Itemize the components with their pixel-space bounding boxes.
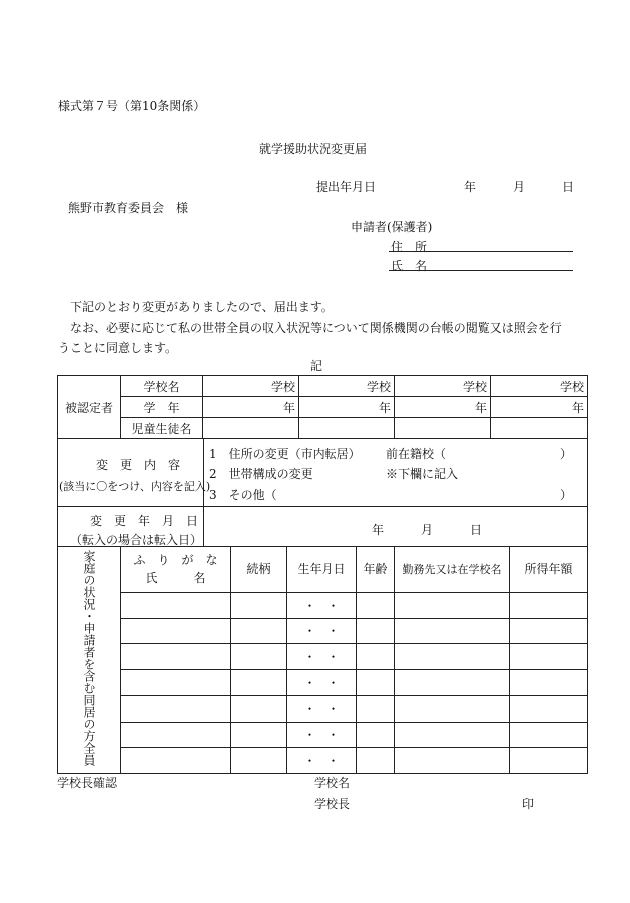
statement-1: 下記のとおり変更がありましたので、届出ます。 xyxy=(70,300,333,314)
submit-month-unit: 月 xyxy=(513,180,526,194)
member-name-cell[interactable] xyxy=(121,722,231,748)
member-birth-cell[interactable]: ・ ・ xyxy=(287,748,357,774)
submit-date-label: 提出年月日 xyxy=(316,180,377,194)
school-cell[interactable]: 学校 xyxy=(299,376,395,397)
address-label: 住 所 xyxy=(391,240,428,254)
member-name-cell[interactable] xyxy=(121,618,231,644)
member-income-cell[interactable] xyxy=(510,644,588,670)
member-birth-cell[interactable]: ・ ・ xyxy=(287,695,357,722)
member-birth-cell[interactable]: ・ ・ xyxy=(287,592,357,618)
grade-cell[interactable]: 年 xyxy=(203,397,299,418)
member-age-cell[interactable] xyxy=(357,695,395,722)
member-birth-cell[interactable]: ・ ・ xyxy=(287,644,357,670)
workplace-header: 勤務先又は在学校名 xyxy=(395,546,510,592)
document-title: 就学援助状況変更届 xyxy=(259,142,368,156)
member-age-cell[interactable] xyxy=(357,618,395,644)
name-header: 氏 名 xyxy=(145,570,206,585)
option-address-change[interactable]: 1 住所の変更（市内転居） xyxy=(209,447,361,461)
school-cell[interactable]: 学校 xyxy=(203,376,299,397)
grade-cell[interactable]: 年 xyxy=(299,397,395,418)
name-line[interactable] xyxy=(389,270,573,271)
option-other[interactable]: 3 その他（ xyxy=(209,488,277,502)
member-birth-cell[interactable]: ・ ・ xyxy=(287,722,357,748)
member-relation-cell[interactable] xyxy=(231,644,287,670)
member-name-cell[interactable] xyxy=(121,592,231,618)
income-header: 所得年額 xyxy=(510,546,588,592)
recipient-table xyxy=(57,375,588,439)
member-workplace-cell[interactable] xyxy=(395,592,510,618)
submit-day-unit: 日 xyxy=(562,180,575,194)
member-income-cell[interactable] xyxy=(510,618,588,644)
name-label: 氏 名 xyxy=(391,259,428,273)
member-age-cell[interactable] xyxy=(357,748,395,774)
previous-school-label: 前在籍校（ xyxy=(386,447,447,461)
member-workplace-cell[interactable] xyxy=(395,618,510,644)
member-relation-cell[interactable] xyxy=(231,695,287,722)
change-date-day: 日 xyxy=(470,523,483,537)
member-workplace-cell[interactable] xyxy=(395,722,510,748)
grade-cell[interactable]: 年 xyxy=(395,397,491,418)
member-income-cell[interactable] xyxy=(510,695,588,722)
address-line[interactable] xyxy=(389,251,573,252)
member-relation-cell[interactable] xyxy=(231,592,287,618)
household-table xyxy=(57,546,588,774)
applicant-heading: 申請者(保護者) xyxy=(351,220,433,234)
school-cell[interactable]: 学校 xyxy=(491,376,588,397)
footer-school-name-label: 学校名 xyxy=(314,776,351,790)
school-name-label: 学校名 xyxy=(121,376,203,397)
submit-year-unit: 年 xyxy=(464,180,477,194)
furigana-header: ふ り が な xyxy=(133,552,218,567)
member-income-cell[interactable] xyxy=(510,670,588,696)
member-age-cell[interactable] xyxy=(357,722,395,748)
member-workplace-cell[interactable] xyxy=(395,670,510,696)
household-side-label: 家庭の状況・申請者を含む同居の方全員 xyxy=(58,546,121,774)
change-date-label: 変 更 年 月 日 xyxy=(90,514,199,528)
grade-label: 学 年 xyxy=(121,397,203,418)
member-age-cell[interactable] xyxy=(357,592,395,618)
member-birth-cell[interactable]: ・ ・ xyxy=(287,670,357,696)
change-content-label: 変 更 内 容 xyxy=(96,458,181,472)
principal-confirm-label: 学校長確認 xyxy=(57,776,118,790)
member-age-cell[interactable] xyxy=(357,644,395,670)
birth-header: 生年月日 xyxy=(287,546,357,592)
member-income-cell[interactable] xyxy=(510,722,588,748)
member-income-cell[interactable] xyxy=(510,748,588,774)
other-close: ） xyxy=(560,488,573,502)
member-relation-cell[interactable] xyxy=(231,722,287,748)
recipient-header: 被認定者 xyxy=(58,376,121,439)
change-content-sublabel: (該当に〇をつけ、内容を記入) xyxy=(59,480,211,493)
member-relation-cell[interactable] xyxy=(231,670,287,696)
student-name-cell[interactable] xyxy=(299,418,395,439)
student-name-cell[interactable] xyxy=(395,418,491,439)
age-header: 年齢 xyxy=(357,546,395,592)
form-number: 様式第７号（第10条関係） xyxy=(58,99,206,113)
member-relation-cell[interactable] xyxy=(231,748,287,774)
addressee: 熊野市教育委員会 様 xyxy=(68,201,189,215)
grade-cell[interactable]: 年 xyxy=(491,397,588,418)
relation-header: 続柄 xyxy=(231,546,287,592)
student-name-cell[interactable] xyxy=(491,418,588,439)
furigana-name-header xyxy=(121,546,231,592)
previous-school-close: ） xyxy=(560,447,573,461)
member-name-cell[interactable] xyxy=(121,670,231,696)
school-cell[interactable]: 学校 xyxy=(395,376,491,397)
member-workplace-cell[interactable] xyxy=(395,695,510,722)
member-relation-cell[interactable] xyxy=(231,618,287,644)
member-workplace-cell[interactable] xyxy=(395,644,510,670)
member-name-cell[interactable] xyxy=(121,748,231,774)
ki-mark: 記 xyxy=(310,359,323,373)
member-birth-cell[interactable]: ・ ・ xyxy=(287,618,357,644)
member-income-cell[interactable] xyxy=(510,592,588,618)
student-name-cell[interactable] xyxy=(203,418,299,439)
household-note: ※下欄に記入 xyxy=(386,467,459,481)
member-name-cell[interactable] xyxy=(121,695,231,722)
statement-2a: なお、必要に応じて私の世帯全員の収入状況等について関係機関の台帳の閲覧又は照会を行 xyxy=(70,321,562,335)
principal-label: 学校長 xyxy=(314,797,351,811)
seal-mark: 印 xyxy=(522,797,535,811)
member-age-cell[interactable] xyxy=(357,670,395,696)
member-workplace-cell[interactable] xyxy=(395,748,510,774)
change-date-year: 年 xyxy=(372,523,385,537)
change-date-sublabel: （転入の場合は転入日） xyxy=(70,533,203,547)
statement-2b: うことに同意します。 xyxy=(58,341,178,355)
member-name-cell[interactable] xyxy=(121,644,231,670)
change-date-month: 月 xyxy=(421,523,434,537)
option-household-change[interactable]: 2 世帯構成の変更 xyxy=(209,467,313,481)
student-name-label: 児童生徒名 xyxy=(121,418,203,439)
